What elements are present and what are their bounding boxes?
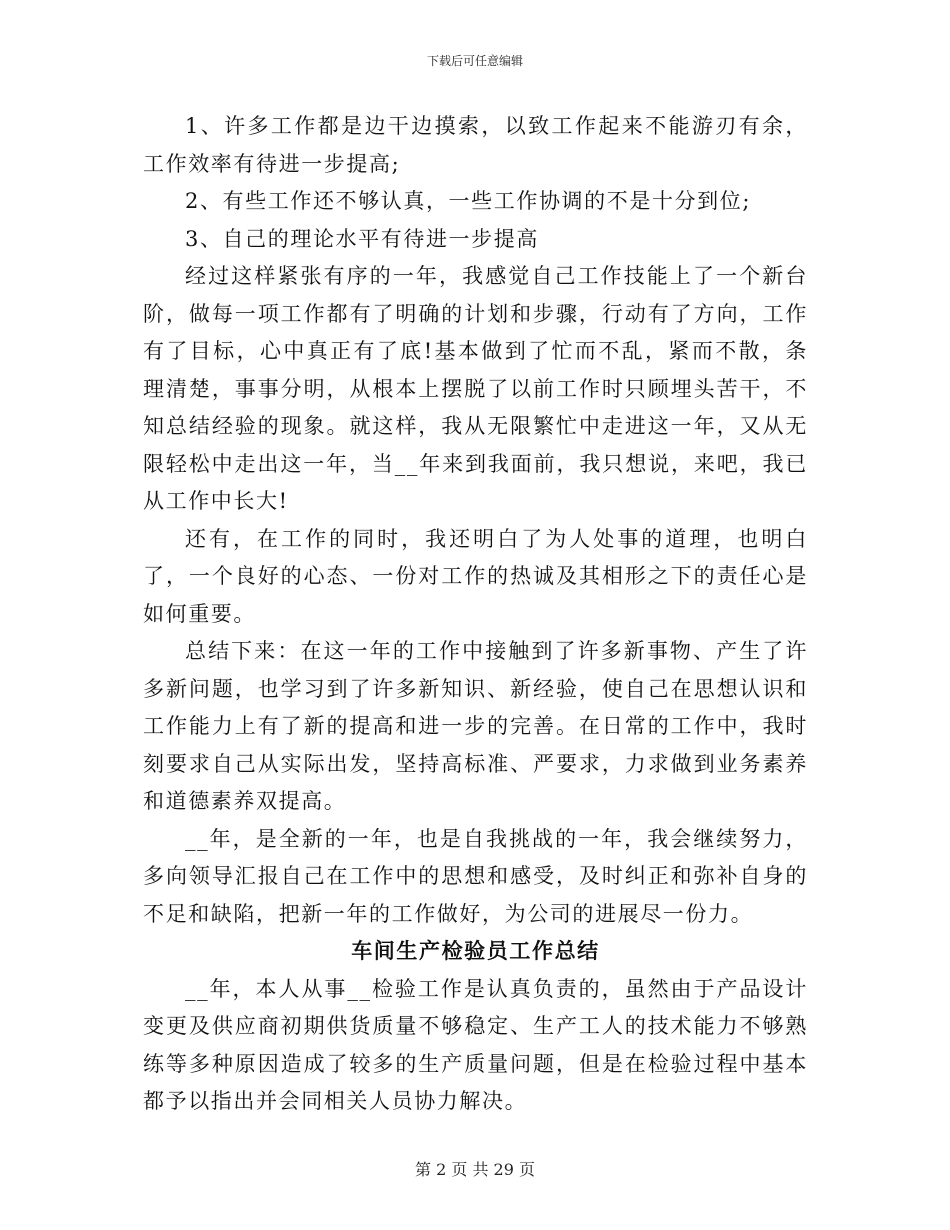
body-paragraph: 经过这样紧张有序的一年，我感觉自己工作技能上了一个新台阶，做每一项工作都有了明确的计划和步骤，行动有了方向，工作有了目标，心中真正有了底!基本做到了忙而不乱，紧而不散，条理清楚，事事分明，从根本上摆脱了以前工作时只顾埋头苦干，不知总结经验的现象。就这样，我从无限繁忙中走进这一年，又从无限轻松中走出这一年，当__年来到我面前，我只想说，来吧，我已从工作中长大! bbox=[143, 264, 808, 513]
body-paragraph: 还有，在工作的同时，我还明白了为人处事的道理，也明白了，一个良好的心态、一份对工作的热诚及其相形之下的责任心是如何重要。 bbox=[143, 526, 808, 626]
document-body bbox=[143, 108, 808, 1121]
section-title: 车间生产检验员工作总结 bbox=[351, 939, 600, 963]
body-paragraph: __年，是全新的一年，也是自我挑战的一年，我会继续努力，多向领导汇报自己在工作中的思想和感受，及时纠正和弥补自身的不足和缺陷，把新一年的工作做好，为公司的进展尽一份力。 bbox=[143, 826, 808, 926]
page-footer: 第 2 页 共 29 页 bbox=[415, 1160, 535, 1179]
section-paragraph: __年，本人从事__检验工作是认真负责的，虽然由于产品设计变更及供应商初期供货质量不够稳定、生产工人的技术能力不够熟练等多种原因造成了较多的生产质量问题，但是在检验过程中基本都予以指出并会同相关人员协力解决。 bbox=[143, 976, 808, 1113]
page-header-note: 下载后可任意编辑 bbox=[426, 54, 523, 68]
list-item-2: 2、有些工作还不够认真，一些工作协调的不是十分到位; bbox=[185, 189, 752, 213]
list-item-1: 1、许多工作都是边干边摸索，以致工作起来不能游刃有余，工作效率有待进一步提高; bbox=[143, 114, 808, 176]
body-paragraph: 总结下来：在这一年的工作中接触到了许多新事物、产生了许多新问题，也学习到了许多新知识、新经验，使自己在思想认识和工作能力上有了新的提高和进一步的完善。在日常的工作中，我时刻要求自己从实际出发，坚持高标准、严要求，力求做到业务素养和道德素养双提高。 bbox=[143, 639, 808, 813]
list-item-3: 3、自己的理论水平有待进一步提高 bbox=[185, 226, 539, 251]
